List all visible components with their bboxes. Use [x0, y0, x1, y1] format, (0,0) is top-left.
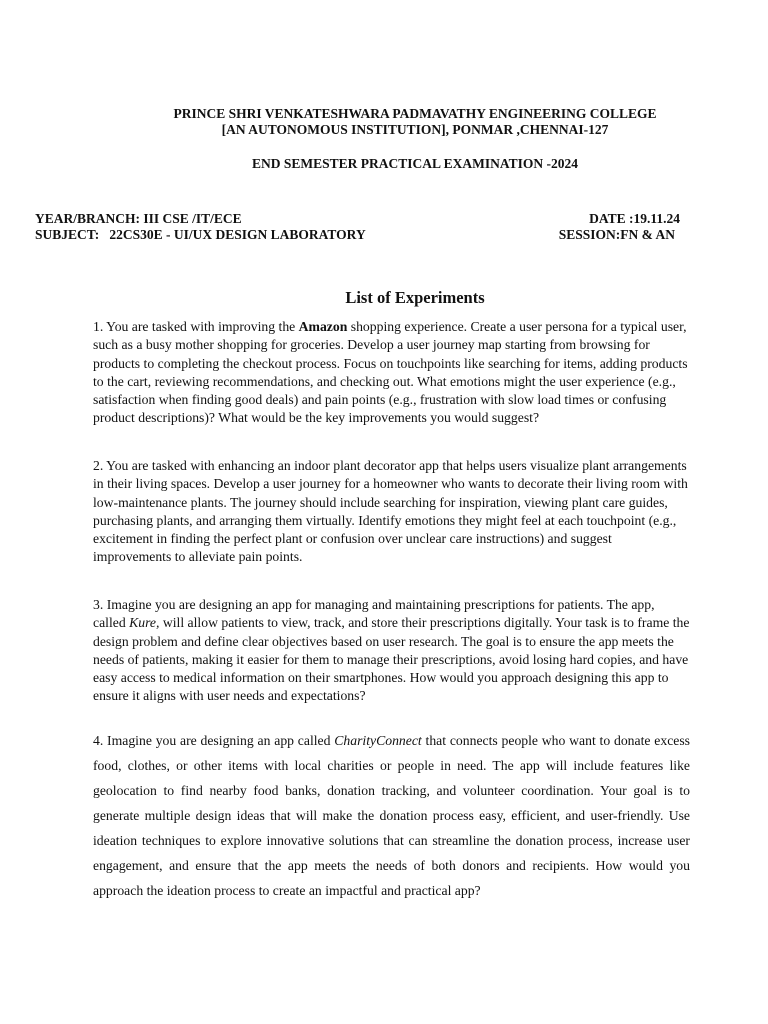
college-name: PRINCE SHRI VENKATESHWARA PADMAVATHY ENGINEERING COLLEGE [173, 106, 657, 121]
experiment-3-post: will allow patients to view, track, and store their prescriptions digitally. Your task is to frame the design problem and define clear objectives based on user research. The goal is to ensure the app meets the needs of patients, making it easier for them to manage their prescriptions, avoid losing hard copies, and have easy access to medical information on their smartphones. How would you approach designing this app to ensure it aligns with user needs and expectations? [93, 615, 690, 704]
subject: SUBJECT: 22CS30E - UI/UX DESIGN LABORATORY [35, 227, 366, 242]
experiment-4 [93, 728, 690, 903]
experiment-1-emphasis: Amazon [298, 319, 348, 334]
list-title: List of Experiments [345, 288, 485, 307]
experiment-4-post: that connects people who want to donate excess food, clothes, or other items with local charities or people in need. The app will include features like geolocation to find nearby food banks, donation tracking, and volunteer coordination. Your goal is to generate multiple design ideas that will make the donation process easy, efficient, and user-friendly. Use ideation techniques to explore innovative solutions that can streamline the donation process, increase user engagement, and ensure that the app meets the needs of both donors and recipients. How would you approach the ideation process to create an impactful and practical app? [93, 733, 690, 898]
experiment-4-pre: 4. Imagine you are designing an app called [93, 733, 335, 748]
experiment-1 [93, 318, 690, 428]
experiment-2: 2. You are tasked with enhancing an indoor plant decorator app that helps users visualize plant arrangements in their living spaces. Develop a user journey for a homeowner who wants to decorate their living room with low-maintenance plants. The journey should include searching for inspiration, viewing plant care guides, purchasing plants, and arranging them virtually. Identify emotions they might feel at each touchpoint (e.g., excitement in finding the perfect plant or confusion over unclear care instructions) and suggest improvements to alleviate pain points. [93, 458, 688, 565]
experiment-4-emphasis: CharityConnect [334, 733, 422, 748]
exam-session: SESSION:FN & AN [558, 227, 675, 242]
year-branch: YEAR/BRANCH: III CSE /IT/ECE [35, 211, 242, 226]
exam-title: END SEMESTER PRACTICAL EXAMINATION -2024 [251, 156, 579, 171]
experiment-1-post: shopping experience. Create a user persona for a typical user, such as a busy mother shopping for groceries. Develop a user journey map starting from browsing for products to completing the checkout process. Focus on touchpoints like searching for items, adding products to the cart, reviewing recommendations, and checking out. What emotions might the user experience (e.g., satisfaction when finding good deals) and pain points (e.g., frustration with slow load times or confusing product descriptions)? What would be the key improvements you would suggest? [93, 319, 688, 426]
experiment-1-pre: 1. You are tasked with improving the [93, 319, 299, 334]
college-subtitle: [AN AUTONOMOUS INSTITUTION], PONMAR ,CHENNAI-127 [221, 122, 609, 137]
experiment-3 [93, 596, 690, 706]
experiment-3-pre: 3. Imagine you are designing an app for managing and maintaining prescriptions for patients. The app, called [93, 597, 655, 631]
exam-date: DATE :19.11.24 [589, 211, 680, 226]
experiment-3-emphasis: Kure, [129, 615, 160, 631]
